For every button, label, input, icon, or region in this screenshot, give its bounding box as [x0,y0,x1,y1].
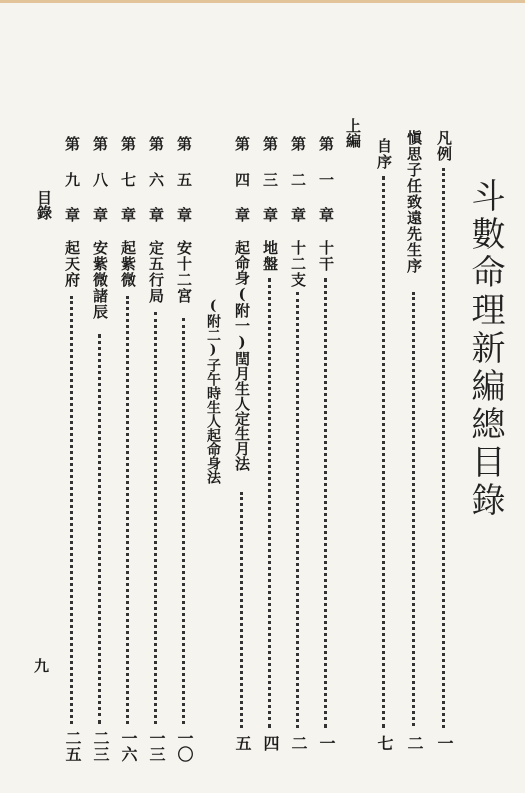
toc-leader-dots [98,334,101,724]
chapter-word: 章 [147,207,165,222]
chapter-title: 十干 [317,240,335,272]
toc-leader-dots [154,312,157,724]
toc-page-number: 二三 [91,730,110,762]
chapter-title: 安紫微諸辰 [91,240,109,320]
part-label: 上編 [344,118,362,148]
toc-entry-title: 凡例 [435,130,453,162]
chapter-prefix: 第 [147,136,165,151]
toc-page-number: 四 [261,735,280,751]
chapter-title: 起紫微 [119,240,137,288]
toc-page-number: 二 [289,735,308,751]
toc-leader-dots [382,176,385,728]
toc-page-number: 一 [435,735,454,751]
toc-page-number: 二 [405,735,424,751]
chapter-number: 三 [261,172,279,187]
toc-page-number: 一三 [147,730,166,762]
toc-page-number: 五 [233,735,252,751]
chapter-word: 章 [261,207,279,222]
chapter-number: 九 [63,172,81,187]
toc-page-number: 一〇 [175,730,194,762]
toc-leader-dots [412,292,415,726]
chapter-title: 安十二宮 [175,240,193,304]
chapter-number: 八 [91,172,109,187]
chapter-word: 章 [175,207,193,222]
chapter-number: 五 [175,172,193,187]
toc-leader-dots [324,278,327,728]
chapter-title: 起天府 [63,240,81,288]
chapter-appendix-note: (附二)子午時生人起命身法 [205,298,221,484]
chapter-word: 章 [91,207,109,222]
toc-page-number: 二五 [63,730,82,762]
running-head: 目錄 [35,190,53,220]
chapter-word: 章 [119,207,137,222]
page-title: 斗數命理新編總目錄 [465,178,505,520]
chapter-number: 二 [289,172,307,187]
chapter-number: 四 [233,172,251,187]
toc-leader-dots [296,292,299,728]
chapter-word: 章 [233,207,251,222]
chapter-prefix: 第 [261,136,279,151]
toc-leader-dots [182,318,185,724]
chapter-word: 章 [289,207,307,222]
chapter-prefix: 第 [175,136,193,151]
chapter-prefix: 第 [317,136,335,151]
page-folio: 九 [34,657,50,675]
chapter-prefix: 第 [233,136,251,151]
chapter-word: 章 [317,207,335,222]
chapter-title: 定五行局 [147,240,165,304]
chapter-number: 一 [317,172,335,187]
toc-leader-dots [442,168,445,728]
chapter-prefix: 第 [63,136,81,151]
chapter-number: 六 [147,172,165,187]
toc-entry-title: 自序 [375,138,393,170]
chapter-title: 起命身(附一)閏月生人定生月法 [233,240,251,471]
toc-leader-dots [126,296,129,724]
toc-leader-dots [70,296,73,724]
toc-page-number: 一六 [119,730,138,762]
chapter-prefix: 第 [289,136,307,151]
toc-entry-title: 愼思子任致遠先生序 [405,130,423,274]
toc-leader-dots [268,278,271,728]
toc-leader-dots [240,492,243,728]
chapter-prefix: 第 [91,136,109,151]
toc-page-number: 七 [375,735,394,751]
chapter-word: 章 [63,207,81,222]
toc-page-number: 一 [317,735,336,751]
chapter-title: 十二支 [289,240,307,288]
chapter-number: 七 [119,172,137,187]
chapter-prefix: 第 [119,136,137,151]
chapter-title: 地盤 [261,240,279,272]
page-top-edge [0,0,525,3]
